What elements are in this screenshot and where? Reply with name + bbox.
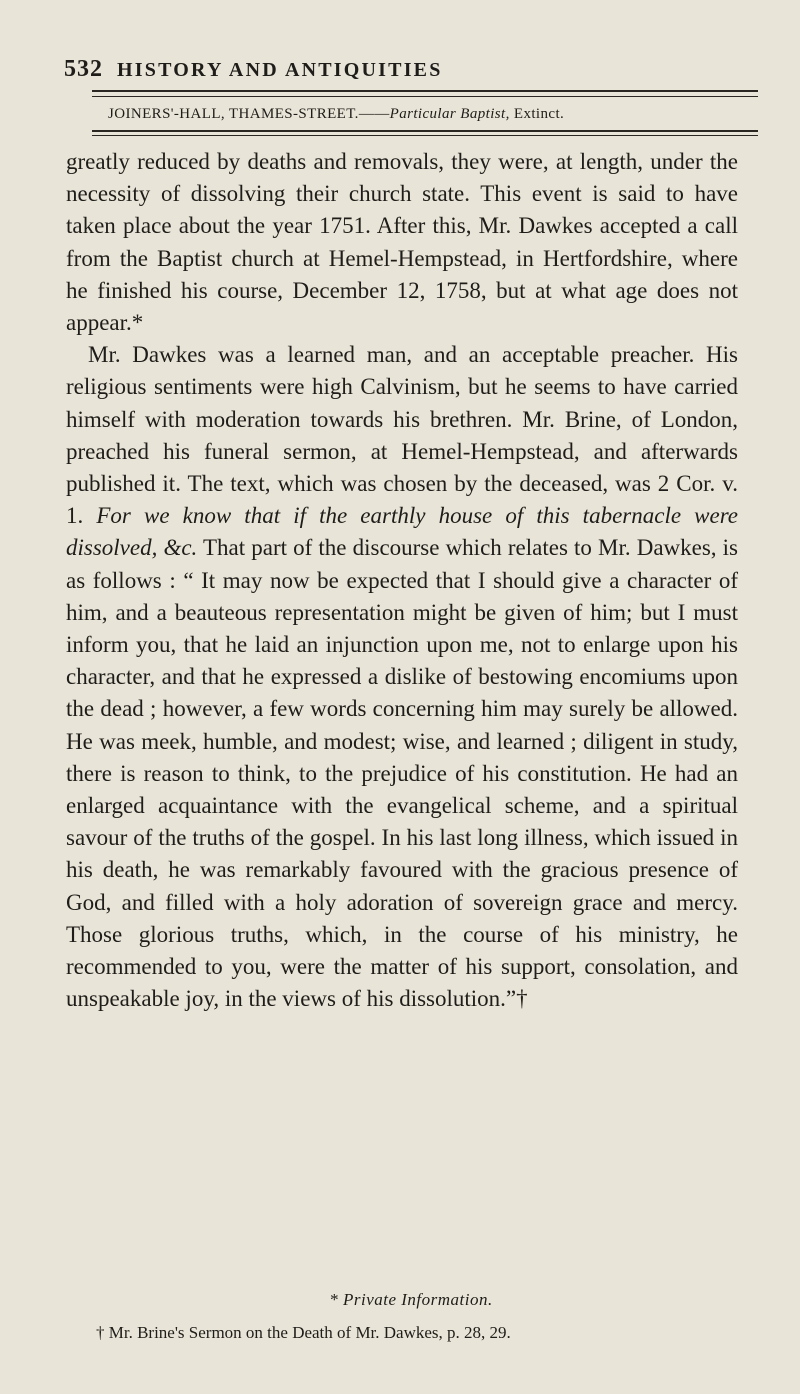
paragraph-1: greatly reduced by deaths and removals, they were, at length, under the necessity of dissolving their church state. This event is said to have taken place about the year 1751. After this, Mr. Dawkes accepted a call from the Baptist church at Hemel-Hempstead, in Hertfordshire, where he finished his course, December 12, 1758, but at what age does not appear.* — [66, 149, 738, 336]
footnote-1: * Private Information. — [329, 1290, 493, 1309]
section-subheader — [108, 106, 758, 123]
page-header — [64, 56, 754, 83]
header-rule-top-thin — [92, 96, 758, 97]
body-text — [66, 146, 738, 1015]
paragraph-2-part-b: That part of the discourse which relates to Mr. Dawkes, is as follows : “ It may now be expected that I should give a character of him, and a beauteous representation might be given of him; but I must inform you, that he laid an injunction upon me, not to enlarge upon his character, and that he expressed a dislike of bestowing encomiums upon the dead ; however, a few words concerning him may surely be allowed. He was meek, humble, and modest; wise, and learned ; diligent in study, there is reason to think, to the prejudice of his constitution. He had an enlarged acquaintance with the evangelical scheme, and a spiritual savour of the truths of the gospel. In his last long illness, which issued in his death, he was remarkably favoured with the gracious presence of God, and filled with a holy adoration of sovereign grace and mercy. Those glorious truths, which, in the course of his ministry, he recommended to you, were the matter of his support, consolation, and unspeakable joy, in the views of his dissolution.”† — [66, 535, 739, 1012]
header-rule-top — [92, 90, 758, 92]
header-rule-bottom-thin — [92, 135, 758, 136]
subheader-status: Extinct. — [509, 106, 565, 122]
running-title: HISTORY AND ANTIQUITIES — [117, 59, 443, 81]
subheader-location: JOINERS'-HALL, THAMES-STREET.—— — [108, 106, 390, 122]
page-number: 532 — [64, 56, 103, 82]
paragraph-2-part-a: Mr. Dawkes was a learned man, and an acceptable preacher. His religious sentiments were high Calvinism, but he seems to have carried himself with moderation towards his brethren. Mr. Brine, of London, preached his funeral sermon, at Hemel-Hempstead, and afterwards published it. The text, which was chosen by the deceased, was 2 Cor. v. 1. — [66, 342, 738, 529]
subheader-type: Particular Baptist, — [389, 106, 510, 122]
scripture-quote: For we know that if the earthly house of this tabernacle were dissolved, &c. — [66, 503, 739, 561]
footnote-2: † Mr. Brine's Sermon on the Death of Mr. Dawkes, p. 28, 29. — [96, 1323, 511, 1342]
header-rule-bottom — [92, 130, 758, 132]
paragraph-2 — [66, 339, 738, 1015]
